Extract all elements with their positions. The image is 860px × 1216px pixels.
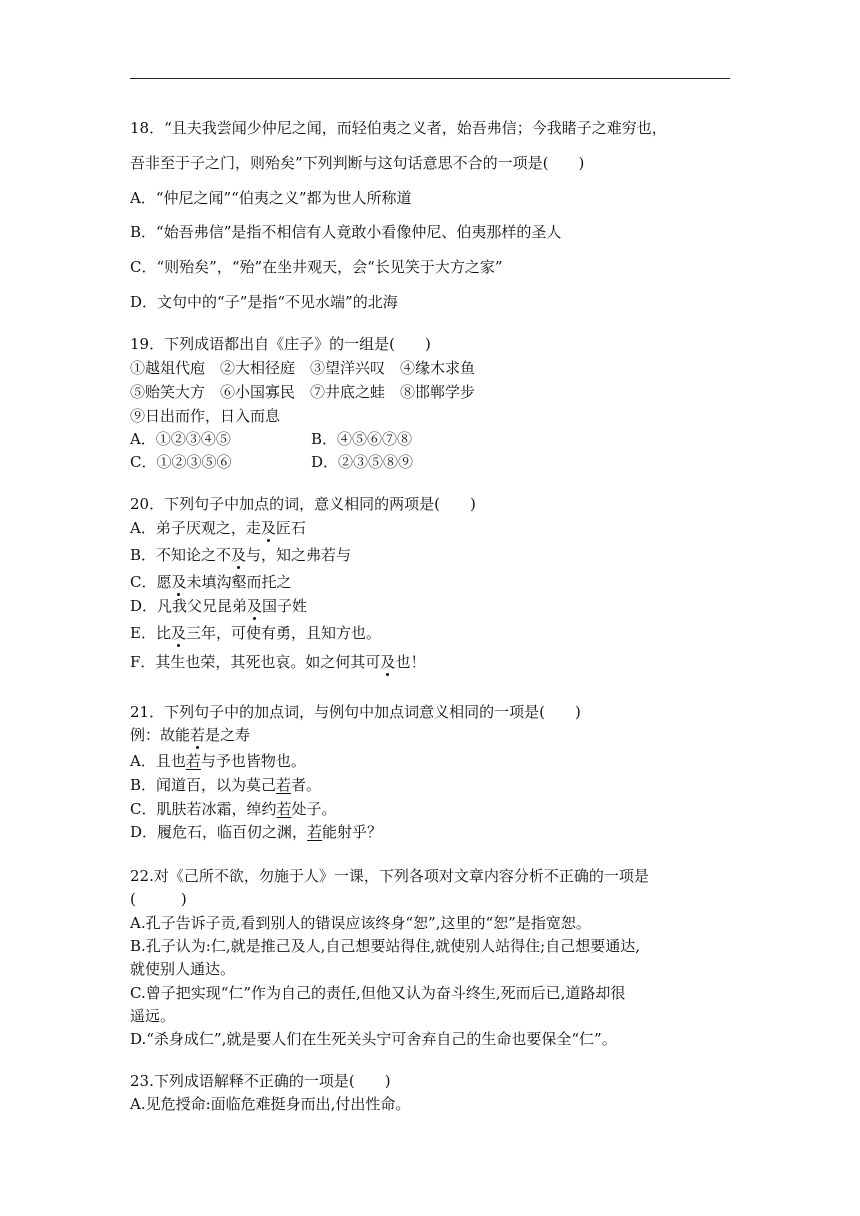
q19-option-b: B．④⑤⑥⑦⑧ [311, 430, 413, 448]
q21-example: 例：故能若是之寿 [130, 726, 251, 744]
q19-idiom-line2: ⑤贻笑大方 ⑥小国寡民 ⑦井底之蛙 ⑧邯郸学步 [130, 383, 476, 401]
q22-option-c-line2: 遥远。 [130, 1007, 176, 1025]
q21-option-b: B．闻道百，以为莫己若者。 [130, 776, 322, 794]
q22-option-b-line2: 就使别人通达。 [130, 960, 236, 978]
dotted-word: 及 [171, 573, 187, 591]
q22-option-c-line1: C.曾子把实现“仁”作为自己的责任,但他又认为奋斗终生,死而后已,道路却很 [130, 984, 626, 1002]
dotted-word: 及 [170, 624, 186, 642]
dotted-word: 及 [247, 597, 263, 615]
q22-option-d: D.“杀身成仁”,就是要人们在生死关头宁可舍弃自己的生命也要保全“仁”。 [130, 1030, 617, 1048]
q21-option-a: A．且也若与予也皆物也。 [130, 752, 306, 770]
q19-option-d: D．②③⑤⑧⑨ [311, 453, 414, 471]
q21-stem: 21．下列句子中的加点词，与例句中加点词意义相同的一项是( ) [130, 703, 581, 721]
underlined-word: 若 [276, 776, 292, 794]
q20-option-c: C．愿及未填沟壑而托之 [130, 573, 292, 591]
q20-option-f: F．其生也荣，其死也哀。如之何其可及也！ [130, 653, 426, 671]
q18-option-a: A．“仲尼之闻”“伯夷之义”都为世人所称道 [130, 189, 412, 207]
q18-option-c: C．“则殆矣”，“殆”在坐井观天，会“长见笑于大方之家” [130, 258, 503, 276]
q20-option-b: B．不知论之不及与，知之弗若与 [130, 546, 352, 564]
q19-idiom-line1: ①越俎代庖 ②大相径庭 ③望洋兴叹 ④缘木求鱼 [130, 359, 476, 377]
q18-stem-line2: 吾非至于子之门，则殆矣”下列判断与这句话意思不合的一项是( ) [130, 154, 585, 172]
q20-option-a: A．弟子厌观之，走及匠石 [130, 519, 306, 537]
q19-idiom-line3: ⑨日出而作，日入而息 [130, 407, 281, 425]
q18-option-d: D．文句中的“子”是指“不见水端”的北海 [130, 293, 398, 311]
q18-stem-line1: 18．“且夫我尝闻少仲尼之闻，而轻伯夷之义者，始吾弗信；今我睹子之难穷也， [130, 119, 667, 137]
dotted-word: 若 [190, 726, 206, 744]
q19-stem: 19．下列成语都出自《庄子》的一组是( ) [130, 335, 431, 353]
q22-stem-line1: 22.对《己所不欲，勿施于人》一课，下列各项对文章内容分析不正确的一项是 [130, 867, 649, 885]
q20-stem: 20．下列句子中加点的词，意义相同的两项是( ) [130, 495, 476, 513]
q22-option-b-line1: B.孔子认为:仁,就是推己及人,自己想要站得住,就使别人站得住;自己想要通达, [130, 937, 640, 955]
q23-stem: 23.下列成语解释不正确的一项是( ) [130, 1072, 391, 1090]
dotted-word: 及 [231, 546, 247, 564]
q19-option-a: A．①②③④⑤ [130, 430, 231, 448]
dotted-word: 及 [380, 653, 396, 671]
q20-option-e: E．比及三年，可使有勇，且知方也。 [130, 624, 381, 642]
q23-option-a: A.见危授命:面临危难挺身而出,付出性命。 [130, 1095, 411, 1113]
underlined-word: 若 [276, 800, 292, 818]
underlined-word: 若 [185, 752, 201, 770]
underlined-word: 若 [307, 823, 323, 841]
q22-option-a: A.孔子告诉子贡,看到别人的错误应该终身“恕”,这里的“恕”是指宽恕。 [130, 914, 591, 932]
header-rule [130, 78, 730, 79]
q19-option-c: C．①②③⑤⑥ [130, 453, 232, 471]
q21-option-d: D．履危石，临百仞之渊，若能射乎？ [130, 823, 383, 841]
q21-option-c: C．肌肤若冰霜，绰约若处子。 [130, 800, 337, 818]
q22-stem-line2: ( ) [130, 890, 187, 908]
dotted-word: 及 [260, 519, 276, 537]
q20-option-d: D．凡我父兄昆弟及国子姓 [130, 597, 308, 615]
q18-option-b: B．“始吾弗信”是指不相信有人竟敢小看像仲尼、伯夷那样的圣人 [130, 223, 562, 241]
